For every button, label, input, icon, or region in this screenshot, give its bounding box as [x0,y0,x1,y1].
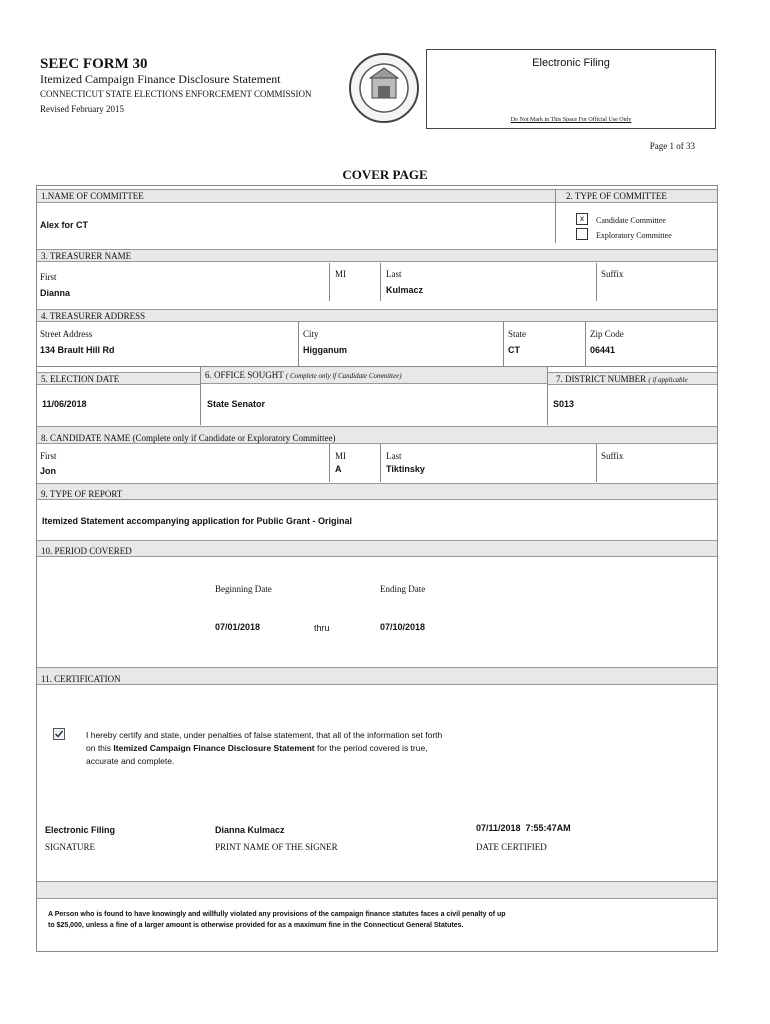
checkmark-icon [54,729,64,739]
certification-statement [86,729,442,768]
candidate-first-label: First [40,451,57,461]
divider [329,444,330,482]
penalty-line-1: A Person who is found to have knowingly and willfully violated any provisions of the campaign finance statutes faces a civil penalty of up [48,911,506,918]
candidate-suffix-label: Suffix [601,451,624,461]
report-type-value: Itemized Statement accompanying application for Public Grant - Original [42,516,353,526]
date-certified-value: 07/11/2018 7:55:47AM [476,823,571,833]
office-sought-note: ( Complete only if Candidate Committee) [285,372,402,380]
penalty-line-2: to $25,000, unless a fine of a larger amount is otherwise provided for as a maximum fine in the Connecticut General Statutes. [48,922,464,929]
seal-icon [348,52,420,124]
divider [380,263,381,301]
city-value: Higganum [303,345,347,355]
thru-label: thru [314,623,330,633]
state-seal [348,52,420,124]
exploratory-committee-checkbox[interactable] [576,228,588,240]
divider [555,189,556,243]
official-box-note: Do Not Mark in This Space For Official Use Only [510,117,632,123]
form-frame [36,185,718,952]
date-certified-label: DATE CERTIFIED [476,842,547,852]
treasurer-first-label: First [40,272,57,282]
divider [329,263,330,301]
treasurer-name-header: 3. TREASURER NAME [37,249,717,262]
divider [503,322,504,366]
street-value: 134 Brault Hill Rd [40,345,115,355]
ending-date-value: 07/10/2018 [380,622,426,632]
beginning-date-value: 07/01/2018 [215,622,261,632]
treasurer-last-label: Last [386,269,402,279]
treasurer-mi-label: MI [335,269,346,279]
district-number-note: ( if applicable [648,376,688,384]
divider [585,322,586,366]
certification-header: 11. CERTIFICATION [37,667,717,685]
district-number-header [548,372,717,385]
treasurer-last-value: Kulmacz [386,285,424,295]
ending-date-label: Ending Date [380,584,426,594]
committee-name-value: Alex for CT [40,220,89,230]
beginning-date-label: Beginning Date [215,584,272,594]
treasurer-suffix-label: Suffix [601,269,624,279]
divider [596,444,597,482]
cover-page-title: COVER PAGE [342,167,428,182]
period-covered-header: 10. PERIOD COVERED [37,540,717,557]
page-number: Page 1 of 33 [649,141,695,151]
certification-line-2 [86,742,442,755]
certification-line-1: I hereby certify and state, under penalties of false statement, that all of the information set forth [86,730,443,740]
signature-value: Electronic Filing [45,825,116,835]
revised-date: Revised February 2015 [40,104,124,114]
committee-name-header: 1.NAME OF COMMITTEE [37,189,555,203]
certification-line-2-pre: on this [86,743,114,753]
election-date-header: 5. ELECTION DATE [37,372,200,385]
office-sought-value: State Senator [207,399,266,409]
candidate-last-label: Last [386,451,402,461]
divider [298,322,299,366]
report-type-header: 9. TYPE OF REPORT [37,483,717,500]
official-use-box [426,49,716,129]
form-subtitle: Itemized Campaign Finance Disclosure Statement [40,72,281,86]
treasurer-first-value: Dianna [40,288,71,298]
street-label: Street Address [40,329,93,339]
signer-name-label: PRINT NAME OF THE SIGNER [215,842,338,852]
candidate-name-header: 8. CANDIDATE NAME (Complete only if Candidate or Exploratory Committee) [37,426,717,444]
candidate-committee-label: Candidate Committee [596,216,666,225]
divider [547,367,548,425]
penalty-bar [37,881,717,899]
exploratory-committee-label: Exploratory Committee [596,231,672,240]
candidate-committee-checkbox[interactable]: x [576,213,588,225]
zip-value: 06441 [590,345,616,355]
district-number-value: S013 [553,399,575,409]
city-label: City [303,329,319,339]
office-sought-label: 6. OFFICE SOUGHT [205,370,284,380]
certification-checkbox[interactable] [53,728,65,740]
election-date-value: 11/06/2018 [42,399,87,409]
candidate-first-value: Jon [40,466,57,476]
certification-line-3: accurate and complete. [86,756,175,766]
penalty-notice [48,909,506,931]
certification-statement-title: Itemized Campaign Finance Disclosure Statement [113,743,315,753]
state-label: State [508,329,526,339]
candidate-last-value: Tiktinsky [386,464,425,474]
treasurer-address-header: 4. TREASURER ADDRESS [37,309,717,322]
signer-name-value: Dianna Kulmacz [215,825,285,835]
divider [596,263,597,301]
form-title: SEEC FORM 30 [40,56,148,72]
agency-name: CONNECTICUT STATE ELECTIONS ENFORCEMENT COMMISSION [40,89,312,99]
zip-label: Zip Code [590,329,624,339]
candidate-mi-label: MI [335,451,346,461]
signature-label: SIGNATURE [45,842,96,852]
divider [200,367,201,425]
official-box-title: Electronic Filing [532,57,610,69]
office-sought-header [201,367,547,384]
committee-type-header: 2. TYPE OF COMMITTEE [556,189,717,203]
state-value: CT [508,345,520,355]
divider [380,444,381,482]
district-number-label: 7. DISTRICT NUMBER [556,374,647,384]
certification-line-2-post: for the period covered is true, [314,743,428,753]
candidate-mi-value: A [335,464,342,474]
